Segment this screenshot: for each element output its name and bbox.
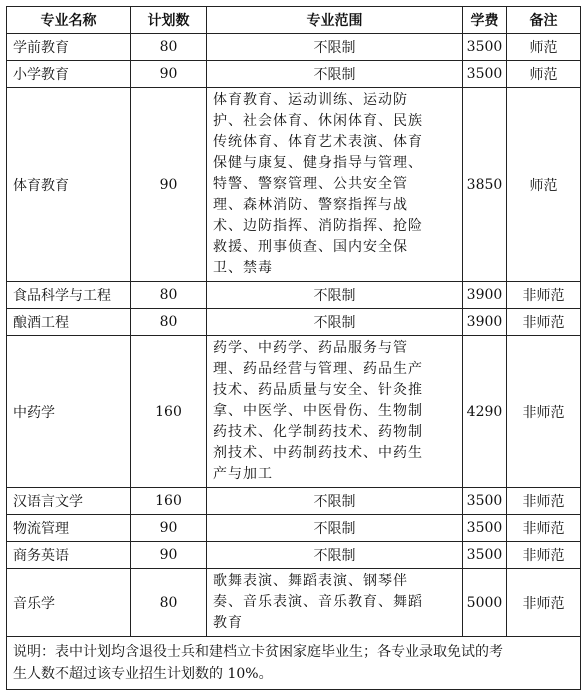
- cell-fee: 3900: [463, 282, 507, 309]
- scope-line: 保健与康复、健身指导与管理、: [213, 155, 423, 171]
- scope-line: 救援、刑事侦查、国内安全保: [213, 239, 408, 255]
- enrollment-plan-table: [6, 6, 581, 690]
- cell-major: 体育教育: [7, 88, 131, 282]
- cell-fee: 3500: [463, 542, 507, 569]
- table-row: [7, 336, 581, 488]
- note-line: 生人数不超过该专业招生计划数的 10%。: [13, 666, 273, 682]
- table-note: [7, 637, 581, 690]
- header-major: 专业名称: [7, 7, 131, 34]
- cell-scope: [207, 569, 463, 637]
- note-row: [7, 637, 581, 690]
- scope-line: 传统体育、体育艺术表演、体育: [213, 134, 423, 150]
- table-row: [7, 88, 581, 282]
- scope-line: 体育教育、运动训练、运动防: [213, 92, 408, 108]
- cell-remark: 非师范: [507, 542, 581, 569]
- cell-plan: 90: [131, 61, 207, 88]
- cell-major: 食品科学与工程: [7, 282, 131, 309]
- cell-scope: [207, 88, 463, 282]
- cell-plan: 160: [131, 488, 207, 515]
- cell-remark: 非师范: [507, 282, 581, 309]
- scope-line: 卫、禁毒: [213, 260, 273, 276]
- scope-line: 拿、中医学、中医骨伤、生物制: [213, 403, 423, 419]
- cell-fee: 3850: [463, 88, 507, 282]
- cell-scope: 不限制: [207, 34, 463, 61]
- cell-remark: 非师范: [507, 336, 581, 488]
- cell-major: 酿酒工程: [7, 309, 131, 336]
- cell-scope: [207, 336, 463, 488]
- table-row: [7, 542, 581, 569]
- scope-line: 剂技术、中药制药技术、中药生: [213, 445, 423, 461]
- cell-fee: 3500: [463, 34, 507, 61]
- cell-major: 音乐学: [7, 569, 131, 637]
- scope-line: 歌舞表演、舞蹈表演、钢琴伴: [213, 573, 408, 589]
- cell-plan: 80: [131, 309, 207, 336]
- cell-remark: 师范: [507, 88, 581, 282]
- cell-major: 物流管理: [7, 515, 131, 542]
- cell-plan: 160: [131, 336, 207, 488]
- table-row: [7, 488, 581, 515]
- table-header-row: [7, 7, 581, 34]
- cell-plan: 80: [131, 34, 207, 61]
- scope-line: 教育: [213, 615, 243, 631]
- scope-line: 技术、药品质量与安全、针灸推: [213, 382, 423, 398]
- cell-plan: 90: [131, 542, 207, 569]
- scope-line: 药学、中药学、药品服务与管: [213, 340, 408, 356]
- cell-major: 商务英语: [7, 542, 131, 569]
- table-row: [7, 569, 581, 637]
- cell-major: 汉语言文学: [7, 488, 131, 515]
- note-line: 说明：表中计划均含退役士兵和建档立卡贫困家庭毕业生；各专业录取免试的考: [13, 644, 503, 660]
- scope-line: 药技术、化学制药技术、药物制: [213, 424, 423, 440]
- scope-line: 理、森林消防、警察指挥与战: [213, 197, 408, 213]
- cell-plan: 90: [131, 515, 207, 542]
- cell-fee: 3900: [463, 309, 507, 336]
- cell-scope: 不限制: [207, 542, 463, 569]
- cell-scope: 不限制: [207, 488, 463, 515]
- cell-scope: 不限制: [207, 515, 463, 542]
- table-row: [7, 34, 581, 61]
- cell-plan: 80: [131, 569, 207, 637]
- cell-fee: 3500: [463, 61, 507, 88]
- cell-major: 小学教育: [7, 61, 131, 88]
- cell-plan: 90: [131, 88, 207, 282]
- cell-fee: 5000: [463, 569, 507, 637]
- header-plan: 计划数: [131, 7, 207, 34]
- scope-line: 术、边防指挥、消防指挥、抢险: [213, 218, 423, 234]
- cell-major: 学前教育: [7, 34, 131, 61]
- scope-line: 特警、警察管理、公共安全管: [213, 176, 408, 192]
- cell-remark: 非师范: [507, 488, 581, 515]
- scope-line: 理、药品经营与管理、药品生产: [213, 361, 423, 377]
- header-remark: 备注: [507, 7, 581, 34]
- cell-scope: 不限制: [207, 282, 463, 309]
- cell-plan: 80: [131, 282, 207, 309]
- cell-remark: 师范: [507, 34, 581, 61]
- cell-fee: 3500: [463, 515, 507, 542]
- table-row: [7, 61, 581, 88]
- table-row: [7, 515, 581, 542]
- cell-remark: 非师范: [507, 309, 581, 336]
- scope-line: 护、社会体育、休闲体育、民族: [213, 113, 423, 129]
- cell-remark: 非师范: [507, 569, 581, 637]
- cell-remark: 非师范: [507, 515, 581, 542]
- table-row: [7, 309, 581, 336]
- cell-fee: 4290: [463, 336, 507, 488]
- table-row: [7, 282, 581, 309]
- cell-scope: 不限制: [207, 309, 463, 336]
- scope-line: 产与加工: [213, 466, 273, 482]
- scope-line: 奏、音乐表演、音乐教育、舞蹈: [213, 594, 423, 610]
- cell-scope: 不限制: [207, 61, 463, 88]
- cell-major: 中药学: [7, 336, 131, 488]
- cell-fee: 3500: [463, 488, 507, 515]
- header-fee: 学费: [463, 7, 507, 34]
- cell-remark: 师范: [507, 61, 581, 88]
- header-scope: 专业范围: [207, 7, 463, 34]
